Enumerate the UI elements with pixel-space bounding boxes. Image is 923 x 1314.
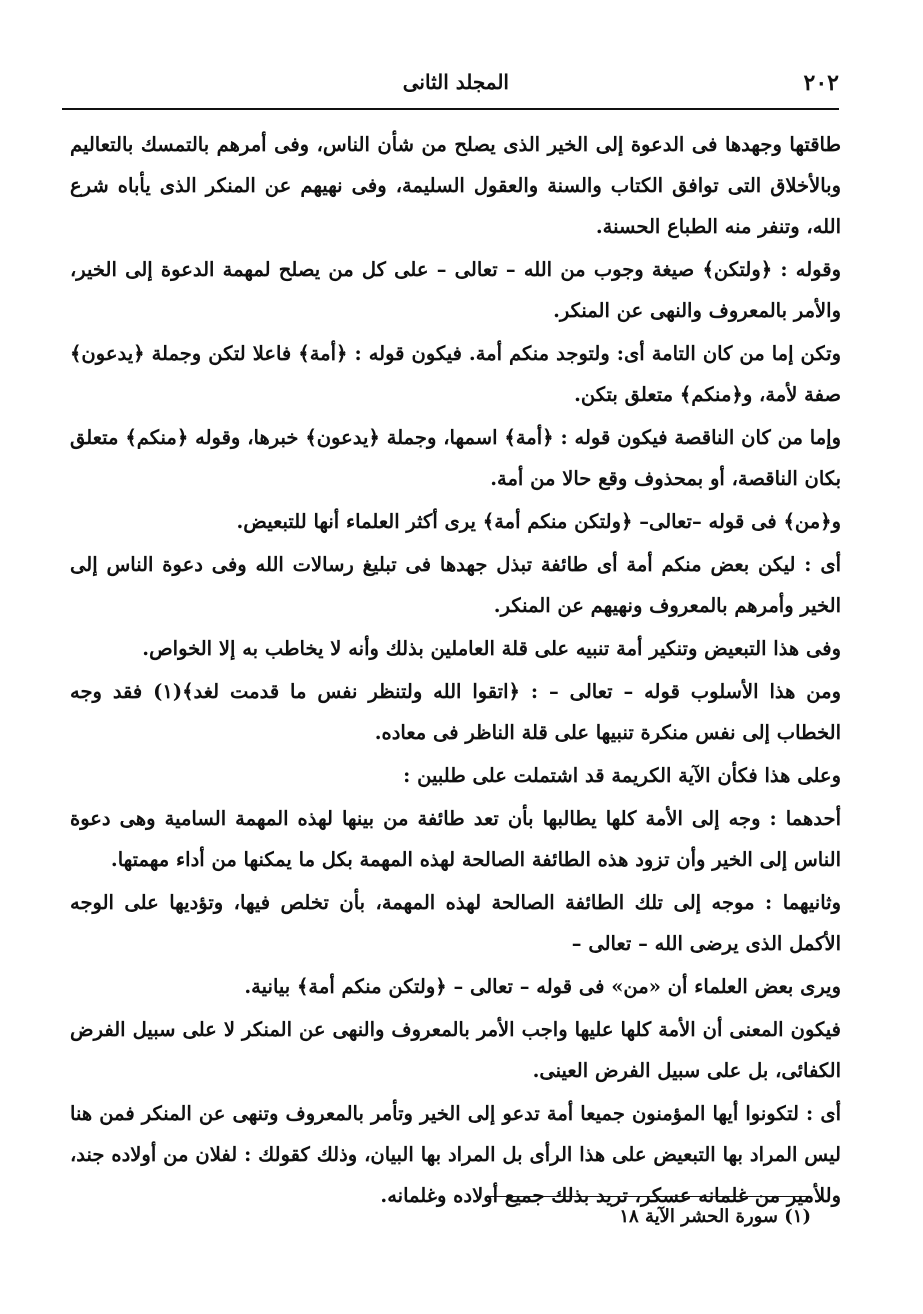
paragraph: وإما من كان الناقصة فيكون قوله : ﴿أمة﴾ اسمها، وجملة ﴿يدعون﴾ خبرها، وقوله ﴿منكم﴾ متعلق بكان الناقصة، أو بمحذوف وقع حالا من أمة. — [70, 426, 841, 490]
paragraph: و﴿من﴾ فى قوله –تعالى– ﴿ولتكن منكم أمة﴾ يرى أكثر العلماء أنها للتبعيض. — [236, 510, 841, 533]
paragraph: طاقتها وجهدها فى الدعوة إلى الخير الذى يصلح من شأن الناس، وفى أمرهم بالتمسك بالتعاليم وبالأخلاق التى توافق الكتاب والسنة والعقول السليمة، وفى نهيهم عن المنكر الذى يأباه شرع الله، وتنفر منه الطباع الحسنة. — [70, 133, 841, 238]
paragraph: أحدهما : وجه إلى الأمة كلها يطالبها بأن تعد طائفة من بينها لهذه المهمة السامية وهى دعوة الناس إلى الخير وأن تزود هذه الطائفة الصالحة لهذه المهمة بكل ما يمكنها من أداء مهمتها. — [70, 807, 841, 871]
paragraph: وفى هذا التبعيض وتنكير أمة تنبيه على قلة العاملين بذلك وأنه لا يخاطب به إلا الخواص. — [142, 637, 841, 660]
footnote: (١) سورة الحشر الآية ١٨ — [619, 1206, 811, 1227]
page-header — [62, 64, 839, 108]
running-title: المجلد الثانى — [402, 70, 509, 94]
paragraph: أى : لتكونوا أيها المؤمنون جميعا أمة تدعو إلى الخير وتأمر بالمعروف وتنهى عن المنكر فمن هنا ليس المراد بها التبعيض على هذا الرأى بل المراد بها البيان، وذلك كقولك : لفلان من أولاده جند، وللأمير من غلمانه عسكر، تريد بذلك جميع أولاده وغلمانه. — [70, 1102, 841, 1207]
paragraph: وتكن إما من كان التامة أى: ولتوجد منكم أمة. فيكون قوله : ﴿أمة﴾ فاعلا لتكن وجملة ﴿يدعون﴾ صفة لأمة، و﴿منكم﴾ متعلق بتكن. — [70, 342, 841, 406]
header-divider — [62, 108, 839, 110]
paragraph: وعلى هذا فكأن الآية الكريمة قد اشتملت على طلبين : — [403, 764, 841, 787]
paragraph: وثانيهما : موجه إلى تلك الطائفة الصالحة لهذه المهمة، بأن تخلص فيها، وتؤديها على الوجه الأكمل الذى يرضى الله – تعالى – — [70, 891, 841, 955]
footnote-divider — [486, 1196, 811, 1197]
paragraph: ويرى بعض العلماء أن «من» فى قوله – تعالى – ﴿ولتكن منكم أمة﴾ بيانية. — [244, 975, 841, 998]
paragraph: وقوله : ﴿ولتكن﴾ صيغة وجوب من الله – تعالى – على كل من يصلح لمهمة الدعوة إلى الخير، والأمر بالمعروف والنهى عن المنكر. — [70, 258, 841, 322]
paragraph: فيكون المعنى أن الأمة كلها عليها واجب الأمر بالمعروف والنهى عن المنكر لا على سبيل الفرض الكفائى، بل على سبيل الفرض العينى. — [70, 1018, 841, 1082]
paragraph: ومن هذا الأسلوب قوله – تعالى – : ﴿اتقوا الله ولتنظر نفس ما قدمت لغد﴾(١) فقد وجه الخطاب إلى نفس منكرة تنبيها على قلة الناظر فى معاده. — [70, 680, 841, 744]
page-number: ٢٠٢ — [803, 70, 839, 96]
main-text — [70, 124, 841, 1218]
paragraph: أى : ليكن بعض منكم أمة أى طائفة تبذل جهدها فى تبليغ رسالات الله وفى دعوة الناس إلى الخير وأمرهم بالمعروف ونهيهم عن المنكر. — [70, 553, 841, 617]
